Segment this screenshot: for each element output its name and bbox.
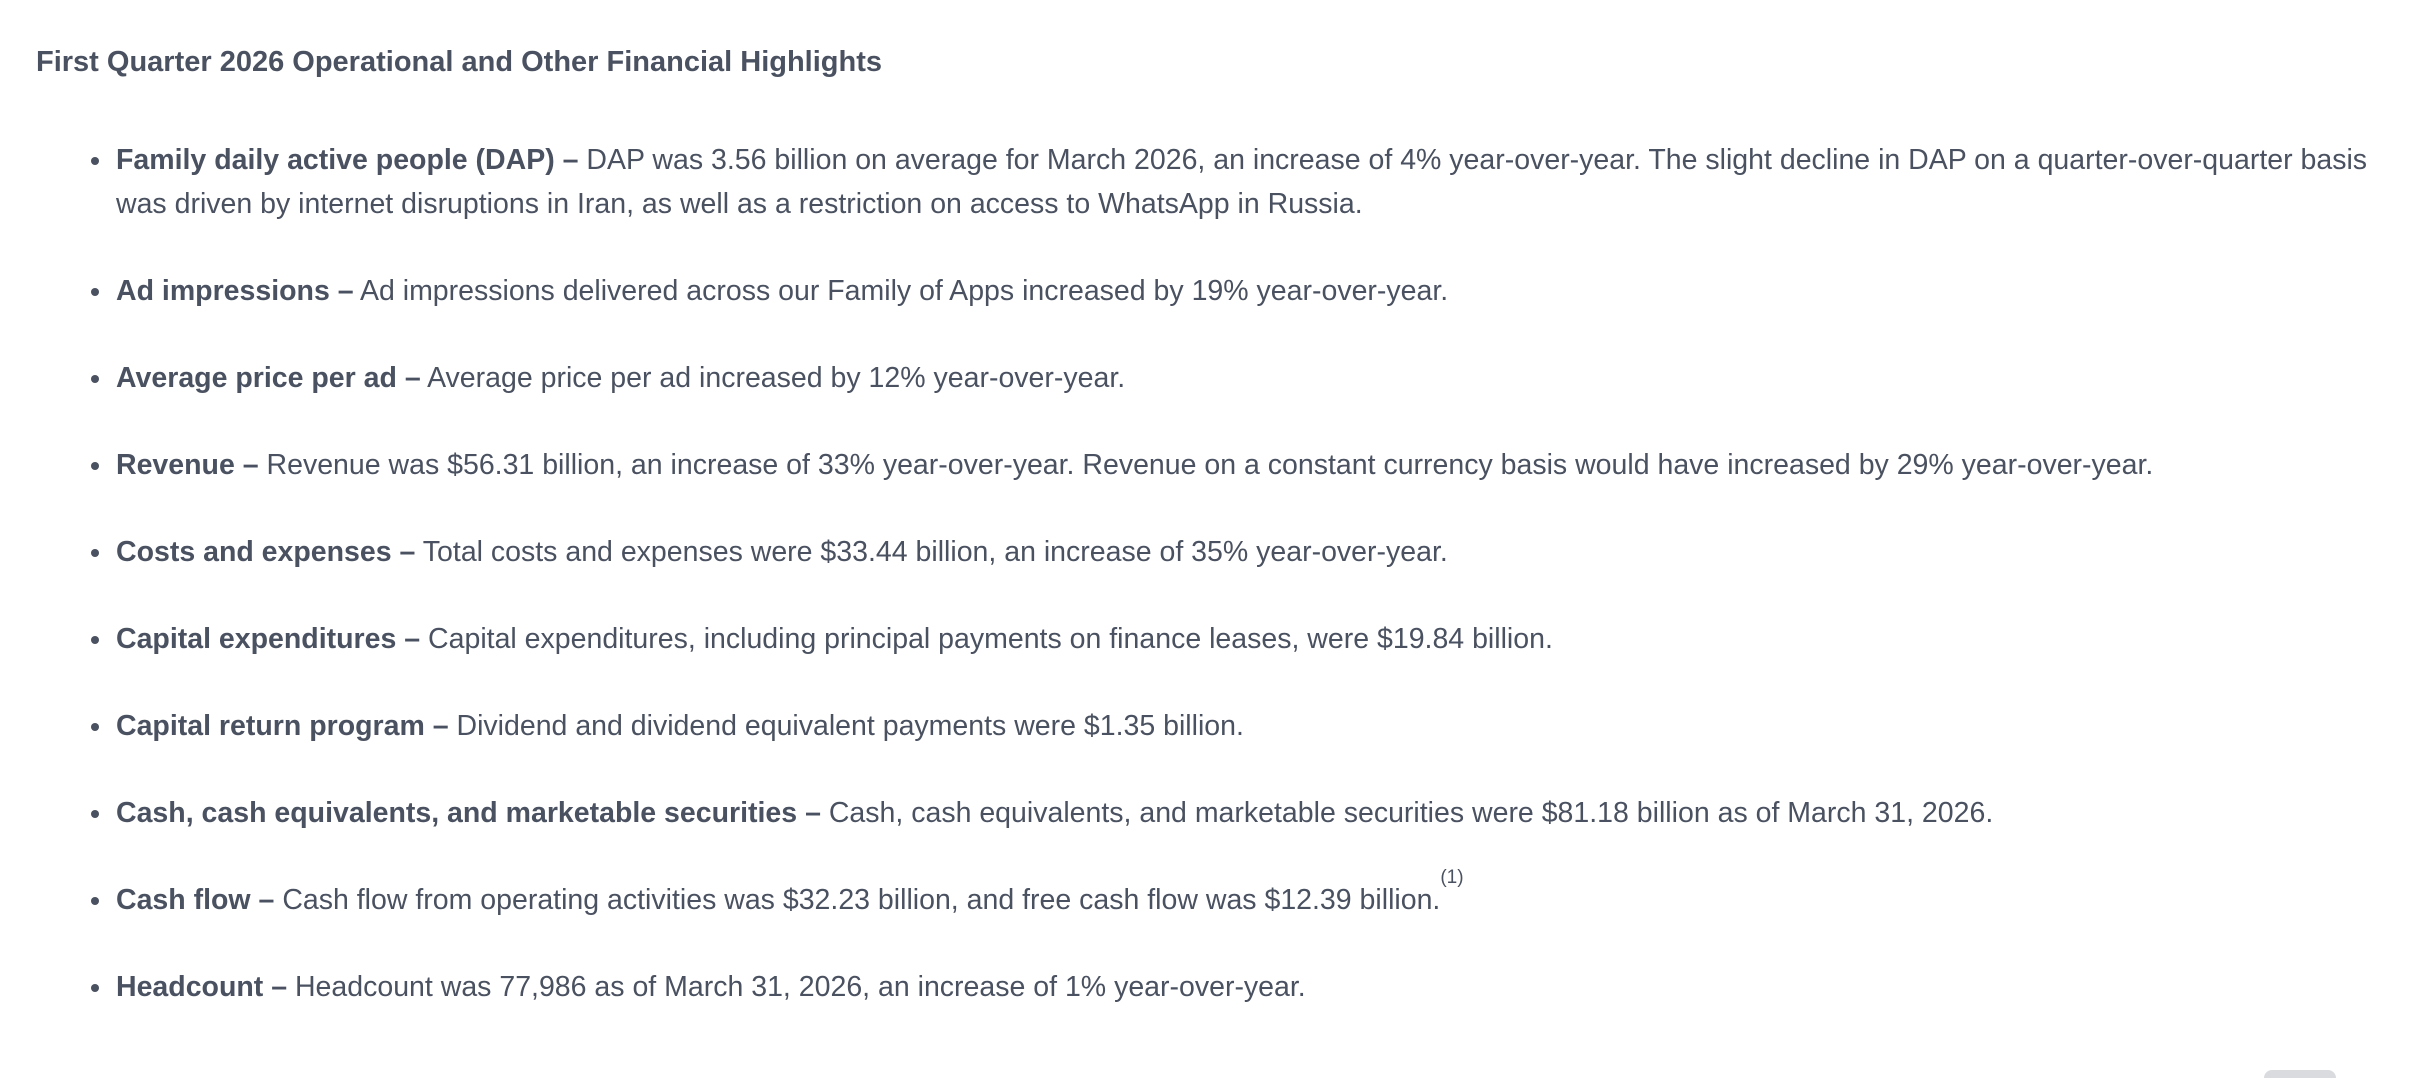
term-separator: – [404,362,421,394]
highlight-text: Revenue was $56.31 billion, an increase of 33% year-over-year. Revenue on a constant currency basis would have increased by 29% year-over-year. [266,449,2154,481]
bullet-icon [91,157,99,165]
highlight-term: Average price per ad [116,362,397,394]
bullet-icon [91,897,99,905]
term-separator: – [432,710,449,742]
highlight-item [0,530,2430,574]
highlight-item [0,356,2430,400]
highlight-item [0,704,2430,748]
bullet-icon [91,288,99,296]
term-separator: – [242,449,259,481]
footnote-marker: (1) [1440,867,1464,888]
highlight-item [0,867,2430,922]
highlight-text: Ad impressions delivered across our Family of Apps increased by 19% year-over-year. [359,275,1449,307]
highlight-text: DAP was 3.56 billion on average for March 2026, an increase of 4% year-over-year. The slight decline in DAP on a quarter-over-quarter basis was driven by internet disruptions in Iran, as well as a restriction on access to WhatsApp in Russia. [116,144,2368,220]
term-separator: – [258,884,275,916]
bullet-icon [91,723,99,731]
highlight-term: Costs and expenses [116,536,392,568]
highlight-text: Cash flow from operating activities was $32.23 billion, and free cash flow was $12.39 billion. [282,884,1441,916]
highlight-item [0,443,2430,487]
highlight-term: Family daily active people (DAP) [116,144,555,176]
highlight-text: Cash, cash equivalents, and marketable securities were $81.18 billion as of March 31, 2026. [828,797,1994,829]
bullet-icon [91,462,99,470]
term-separator: – [271,971,288,1003]
highlight-item [0,138,2430,226]
highlight-term: Capital return program [116,710,425,742]
term-separator: – [562,144,579,176]
highlights-list [0,138,2430,1052]
highlight-text: Capital expenditures, including principal payments on finance leases, were $19.84 billion. [428,623,1553,655]
highlight-text: Average price per ad increased by 12% year-over-year. [427,362,1126,394]
bullet-icon [91,636,99,644]
highlight-term: Capital expenditures [116,623,397,655]
highlight-item [0,269,2430,313]
highlight-text: Total costs and expenses were $33.44 billion, an increase of 35% year-over-year. [422,536,1448,568]
highlight-term: Ad impressions [116,275,330,307]
highlight-item [0,617,2430,661]
highlight-term: Cash flow [116,884,251,916]
bullet-icon [91,810,99,818]
scroll-to-top-tab[interactable] [2264,1070,2336,1078]
bullet-icon [91,984,99,992]
term-separator: – [337,275,354,307]
term-separator: – [404,623,421,655]
term-separator: – [399,536,416,568]
bullet-icon [91,375,99,383]
bullet-icon [91,549,99,557]
highlight-item [0,965,2430,1009]
highlight-text: Headcount was 77,986 as of March 31, 2026, an increase of 1% year-over-year. [294,971,1306,1003]
highlight-item [0,791,2430,835]
highlight-text: Dividend and dividend equivalent payments were $1.35 billion. [456,710,1244,742]
highlight-term: Revenue [116,449,235,481]
highlight-term: Headcount [116,971,264,1003]
highlight-term: Cash, cash equivalents, and marketable securities [116,797,798,829]
term-separator: – [805,797,821,829]
section-title: First Quarter 2026 Operational and Other Financial Highlights [36,46,883,78]
